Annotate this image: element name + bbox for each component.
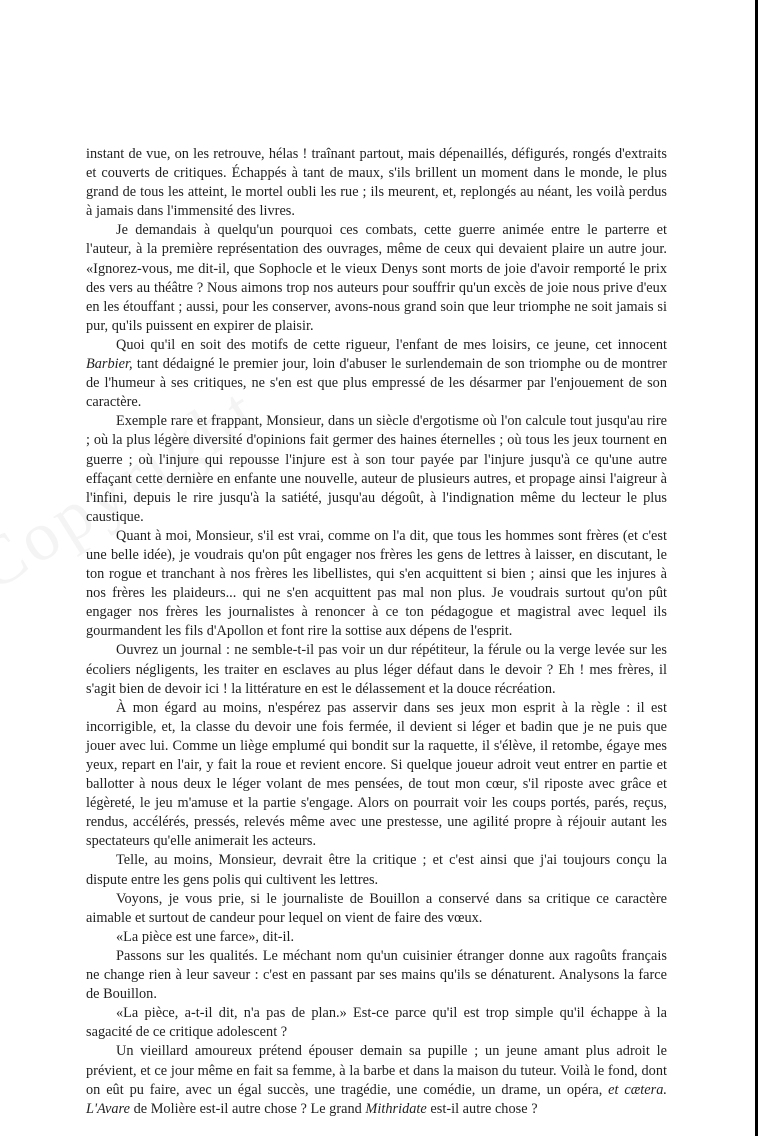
- text-run: Passons sur les qualités. Le méchant nom qu'un cuisinier étranger donne aux ragoûts français ne change rien à leur saveur : c'est en passant par ses mains qu'ils se dénaturent. Analysons la farce de Bouillon.: [86, 947, 667, 1003]
- text-run: «La pièce est une farce», dit-il.: [116, 928, 295, 945]
- text-run: Un vieillard amoureux prétend épouser demain sa pupille ; un jeune amant plus adroit le prévient, et ce jour même en fait sa femme, à la barbe et dans la maison du tuteur. Voilà le fond, dont on eût pu faire, avec un égal succès, une tragédie, une comédie, un drame, un opéra,: [86, 1043, 667, 1098]
- paragraph: [86, 890, 667, 928]
- paragraph: [86, 412, 667, 527]
- text-run: «La pièce, a-t-il dit, n'a pas de plan.» Est-ce parce qu'il est trop simple qu'il échappe à la sagacité de ce critique adolescent ?: [86, 1005, 667, 1041]
- text-run: À mon égard au moins, n'espérez pas asservir dans ses jeux mon esprit à la règle : il est incorrigible, et, la classe du devoir une fois fermée, il devient si léger et badin que je ne puis que jouer avec lui. Comme un liège emplumé qui bondit sur la raquette, il s'élève, il retombe, égaye mes yeux, repart en l'air, y fait la roue et revient encore. Si quelque joueur adroit veut entrer en partie et ballotter à nous deux le léger volant de mes pensées, de tout mon cœur, s'il riposte avec grâce et légèreté, le jeu m'amuse et la partie s'engage. Alors on pourrait voir les coups portés, parés, reçus, rendus, accélérés, pressés, relevés même avec une prestesse, une agilité propre à réjouir autant les spectateurs qu'elle animerait les acteurs.: [86, 699, 667, 850]
- paragraph: [86, 851, 667, 889]
- text-run: Voyons, je vous prie, si le journaliste de Bouillon a conservé dans sa critique ce caractère aimable et surtout de candeur pour lequel on vient de faire des vœux.: [86, 890, 667, 926]
- paragraph: [86, 1042, 667, 1118]
- text-run: Exemple rare et frappant, Monsieur, dans un siècle d'ergotisme où l'on calcule tout jusqu'au rire ; où la plus légère diversité d'opinions fait germer des haines éternelles ; où tous les jeux tournent en guerre ; où l'injure qui repousse l'injure est à son tour payée par l'injure jusqu'à ce qu'une autre effaçant cette dernière en enfante une nouvelle, auteur de plusieurs autres, et propage ainsi l'aigreur à l'infini, depuis le rire jusqu'à la satiété, jusqu'au dégoût, à l'indignation même du lecteur le plus caustique.: [86, 413, 667, 525]
- text-run: Quant à moi, Monsieur, s'il est vrai, comme on l'a dit, que tous les hommes sont frères (et c'est une belle idée), je voudrais qu'on pût engager nos frères les gens de lettres à laisser, en discutant, le ton rogue et tranchant à nos frères les libellistes, qui s'en acquittent si bien ; ainsi que les injures à nos frères les plaideurs... qui ne s'en acquittent pas mal non plus. Je voudrais surtout qu'on pût engager nos frères les journalistes à renoncer à ce ton pédagogue et magistral avec lequel ils gourmandent les fils d'Apollon et font rire la sottise aux dépens de l'esprit.: [86, 527, 667, 640]
- text-run: Quoi qu'il en soit des motifs de cette rigueur, l'enfant de mes loisirs, ce jeune, cet innocent: [116, 336, 667, 353]
- paragraph: [86, 699, 667, 852]
- paragraph: [86, 1004, 667, 1042]
- text-run: est-il autre chose ?: [426, 1100, 538, 1117]
- paragraph: [86, 928, 667, 947]
- paragraph: [86, 527, 667, 642]
- paragraph: [86, 145, 667, 221]
- text-run: Telle, au moins, Monsieur, devrait être la critique ; et c'est ainsi que j'ai toujours conçu la dispute entre les gens polis qui cultivent les lettres.: [86, 852, 667, 888]
- text-run: tant dédaigné le premier jour, loin d'abuser le surlendemain de son triomphe ou de montrer de l'humeur à ses critiques, ne s'en est que plus empressé de les désarmer par l'enjouement de son caractère.: [86, 356, 667, 411]
- italic-text: Barbier,: [86, 356, 133, 373]
- paragraph: [86, 336, 667, 412]
- text-run: Ouvrez un journal : ne semble-t-il pas voir un dur répétiteur, la férule ou la verge levée sur les écoliers négligents, les traiter en esclaves au plus léger défaut dans le devoir ? Eh ! mes frères, il s'agit bien de devoir ici ! la littérature en est le délassement et la douce récréation.: [86, 642, 667, 697]
- paragraph: [86, 641, 667, 698]
- text-run: de Molière est-il autre chose ? Le grand: [129, 1100, 366, 1117]
- text-run: instant de vue, on les retrouve, hélas ! traînant partout, mais dépenaillés, défigurés, rongés d'extraits et couverts de critiques. Échappés à tant de maux, s'ils brillent un moment dans le monde, le plus grand de tous les atteint, le mortel oubli les rue ; ils meurent, et, replongés au néant, les voilà perdus à jamais dans l'immensité des livres.: [86, 146, 667, 220]
- body-text: [86, 145, 667, 1119]
- text-run: Je demandais à quelqu'un pourquoi ces combats, cette guerre animée entre le parterre et l'auteur, à la première représentation des ouvrages, même de ceux qui devaient plaire un autre jour. «Ignorez-vous, me dit-il, que Sophocle et le vieux Denys sont morts de joie d'avoir remporté le prix des vers au théâtre ? Nous aimons trop nos auteurs pour souffrir qu'un excès de joie nous prive d'eux en les étouffant ; aussi, pour les conserver, avons-nous grand soin que leur triomphe ne soit jamais si pur, qu'ils puissent en expirer de plaisir.: [86, 222, 667, 334]
- italic-text: Mithridate: [365, 1100, 427, 1117]
- paragraph: [86, 947, 667, 1004]
- paragraph: [86, 221, 667, 336]
- italic-text: et cætera. L'Avare: [86, 1081, 668, 1117]
